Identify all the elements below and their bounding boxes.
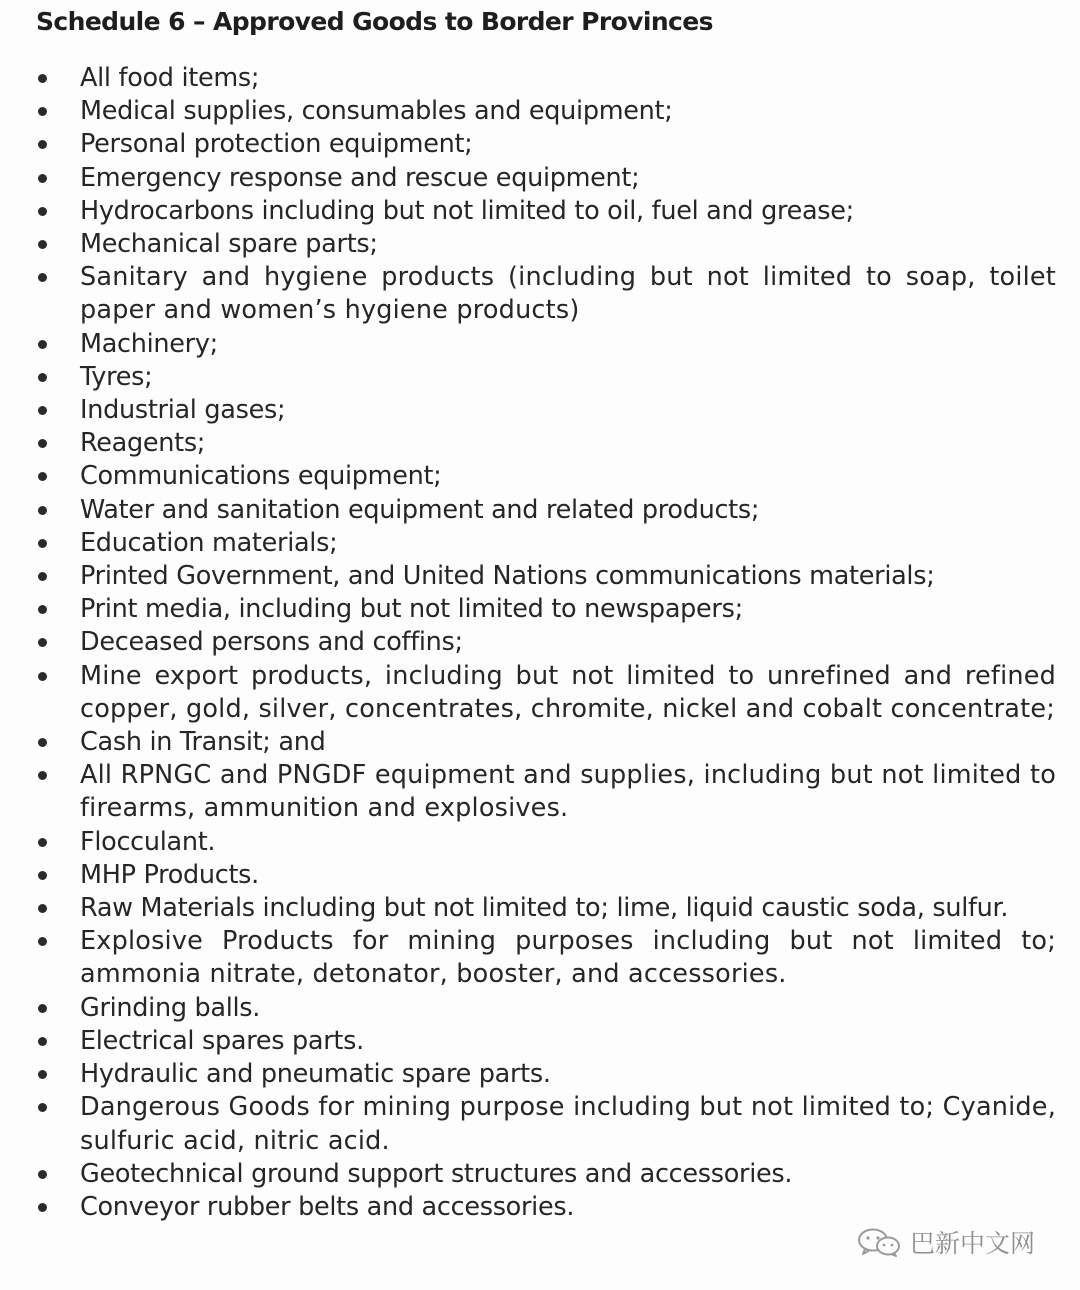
list-item	[0, 726, 1080, 759]
list-item-text: Tyres;	[80, 361, 153, 392]
list-item	[0, 195, 1080, 228]
list-item	[0, 1025, 1080, 1058]
bullet-icon	[38, 838, 47, 847]
list-item	[0, 1158, 1080, 1191]
bullet-icon	[38, 1203, 47, 1212]
list-item	[0, 228, 1080, 261]
bullet-icon	[38, 738, 47, 747]
list-item	[0, 162, 1080, 195]
list-item-text: Dangerous Goods for mining purpose including but not limited to; Cyanide, sulfuric acid, nitric acid.	[80, 1092, 1056, 1156]
list-item-text: Explosive Products for mining purposes including but not limited to; ammonia nitrate, detonator, booster, and accessories.	[80, 926, 1056, 990]
bullet-icon	[38, 373, 47, 382]
bullet-icon	[38, 207, 47, 216]
approved-goods-list	[0, 62, 1080, 1224]
list-item-text: Communications equipment;	[80, 461, 442, 492]
list-item	[0, 560, 1080, 593]
list-item-text: Medical supplies, consumables and equipment;	[80, 96, 673, 127]
document-title: Schedule 6 – Approved Goods to Border Provinces	[36, 7, 713, 36]
list-item-text: Printed Government, and United Nations communications materials;	[80, 561, 935, 592]
list-item-text: Geotechnical ground support structures and accessories.	[80, 1158, 793, 1189]
list-item	[0, 95, 1080, 128]
list-item	[0, 992, 1080, 1025]
bullet-icon	[38, 771, 47, 780]
list-item-text: Industrial gases;	[80, 395, 286, 426]
bullet-icon	[38, 572, 47, 581]
bullet-icon	[38, 506, 47, 515]
list-item-text: Mechanical spare parts;	[80, 229, 378, 260]
list-item-text: Print media, including but not limited to newspapers;	[80, 594, 743, 625]
list-item	[0, 826, 1080, 859]
list-item	[0, 128, 1080, 161]
list-item	[0, 361, 1080, 394]
list-item	[0, 328, 1080, 361]
list-item	[0, 62, 1080, 95]
list-item-text: Raw Materials including but not limited to; lime, liquid caustic soda, sulfur.	[80, 893, 1009, 924]
list-item-text: Electrical spares parts.	[80, 1025, 364, 1056]
bullet-icon	[38, 1037, 47, 1046]
list-item-text: Reagents;	[80, 428, 206, 459]
list-item	[0, 1058, 1080, 1091]
list-item-text: Personal protection equipment;	[80, 129, 473, 160]
bullet-icon	[38, 1070, 47, 1079]
list-item-text: Mine export products, including but not limited to unrefined and refined copper, gold, silver, concentrates, chromite, nickel and cobalt concentrate;	[80, 660, 1056, 724]
list-item-text: All food items;	[80, 63, 260, 93]
list-item-text: Cash in Transit; and	[80, 727, 326, 758]
list-item-text: Education materials;	[80, 527, 338, 558]
list-item	[0, 660, 1080, 726]
list-item-text: Hydrocarbons including but not limited to oil, fuel and grease;	[80, 195, 854, 226]
bullet-icon	[38, 638, 47, 647]
list-item-text: Emergency response and rescue equipment;	[80, 162, 640, 193]
list-item	[0, 859, 1080, 892]
list-item	[0, 261, 1080, 327]
list-item	[0, 427, 1080, 460]
list-item	[0, 494, 1080, 527]
watermark	[856, 1224, 1035, 1260]
list-item-text: Hydraulic and pneumatic spare parts.	[80, 1059, 551, 1090]
bullet-icon	[38, 539, 47, 548]
bullet-icon	[38, 273, 47, 282]
list-item	[0, 394, 1080, 427]
list-item-text: Flocculant.	[80, 826, 216, 857]
bullet-icon	[38, 605, 47, 614]
bullet-icon	[38, 107, 47, 116]
bullet-icon	[38, 140, 47, 149]
bullet-icon	[38, 472, 47, 481]
bullet-icon	[38, 406, 47, 415]
bullet-icon	[38, 871, 47, 880]
list-item-text: All RPNGC and PNGDF equipment and supplies, including but not limited to firearms, ammunition and explosives.	[80, 760, 1056, 824]
list-item-text: Sanitary and hygiene products (including but not limited to soap, toilet paper and women’s hygiene products)	[80, 262, 1056, 326]
wechat-icon	[856, 1227, 902, 1257]
bullet-icon	[38, 1004, 47, 1013]
watermark-text: 巴新中文网	[910, 1229, 1036, 1258]
bullet-icon	[38, 240, 47, 249]
list-item	[0, 1191, 1080, 1224]
list-item	[0, 460, 1080, 493]
list-item-text: MHP Products.	[80, 859, 259, 890]
bullet-icon	[38, 1103, 47, 1112]
list-item	[0, 892, 1080, 925]
list-item-text: Grinding balls.	[80, 992, 261, 1023]
list-item	[0, 593, 1080, 626]
bullet-icon	[38, 1170, 47, 1179]
list-item-text: Water and sanitation equipment and related products;	[80, 494, 760, 525]
list-item	[0, 925, 1080, 991]
bullet-icon	[38, 439, 47, 448]
list-item	[0, 1091, 1080, 1157]
list-item	[0, 759, 1080, 825]
list-item-text: Machinery;	[80, 328, 218, 359]
bullet-icon	[38, 904, 47, 913]
bullet-icon	[38, 937, 47, 946]
list-item	[0, 527, 1080, 560]
bullet-icon	[38, 672, 47, 681]
bullet-icon	[38, 340, 47, 349]
bullet-icon	[38, 74, 47, 83]
list-item	[0, 626, 1080, 659]
bullet-icon	[38, 174, 47, 183]
list-item-text: Deceased persons and coffins;	[80, 627, 463, 658]
list-item-text: Conveyor rubber belts and accessories.	[80, 1191, 575, 1222]
